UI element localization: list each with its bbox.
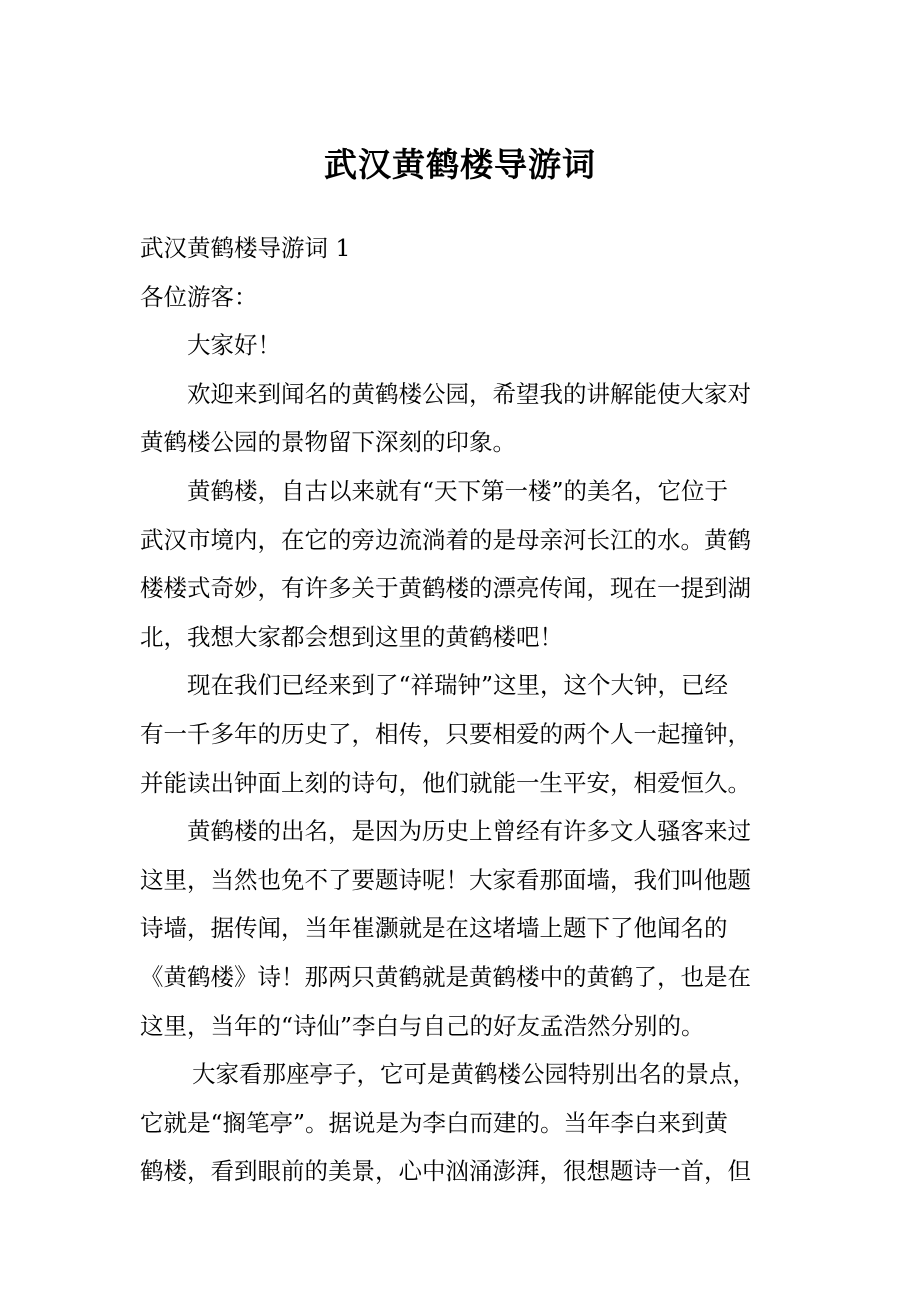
paragraph-line: 黄鹤楼的出名，是因为历史上曾经有许多文人骚客来过 [187,817,751,846]
paragraph-line: 黄鹤楼公园的景物留下深刻的印象。 [140,428,516,457]
paragraph-line: 它就是“搁笔亭”。据说是为李白而建的。当年李白来到黄 [140,1108,729,1137]
paragraph-line: 欢迎来到闻名的黄鹤楼公园，希望我的讲解能使大家对 [187,379,751,408]
paragraph-line: 鹤楼，看到眼前的美景，心中汹涌澎湃，很想题诗一首，但 [140,1157,751,1186]
paragraph-line: 《黄鹤楼》诗！那两只黄鹤就是黄鹤楼中的黄鹤了，也是在 [140,962,751,991]
paragraph-line: 现在我们已经来到了“祥瑞钟”这里，这个大钟，已经 [187,671,729,700]
paragraph-line: 诗墙，据传闻，当年崔灏就是在这堵墙上题下了他闻名的 [140,914,728,943]
paragraph-line: 这里，当年的“诗仙”李白与自己的好友孟浩然分别的。 [140,1011,705,1040]
paragraph-line: 黄鹤楼，自古以来就有“天下第一楼”的美名，它位于 [187,476,729,505]
paragraph-line: 有一千多年的历史了，相传，只要相爱的两个人一起撞钟， [140,719,751,748]
paragraph-line: 大家好！ [187,331,281,360]
paragraph-line: 武汉市境内，在它的旁边流淌着的是母亲河长江的水。黄鹤 [140,525,751,554]
document-title: 武汉黄鹤楼导游词 [324,145,596,184]
salutation-line: 各位游客： [140,282,258,311]
paragraph-line: 并能读出钟面上刻的诗句，他们就能一生平安，相爱恒久。 [140,768,751,797]
section-heading: 武汉黄鹤楼导游词 1 [140,234,351,262]
paragraph-line: 大家看那座亭子，它可是黄鹤楼公园特别出名的景点， [192,1060,756,1089]
paragraph-line: 这里，当然也免不了要题诗呢！大家看那面墙，我们叫他题 [140,865,751,894]
paragraph-line: 北，我想大家都会想到这里的黄鹤楼吧！ [140,622,563,651]
paragraph-line: 楼楼式奇妙，有许多关于黄鹤楼的漂亮传闻，现在一提到湖 [140,574,751,603]
document-body [140,224,795,1196]
